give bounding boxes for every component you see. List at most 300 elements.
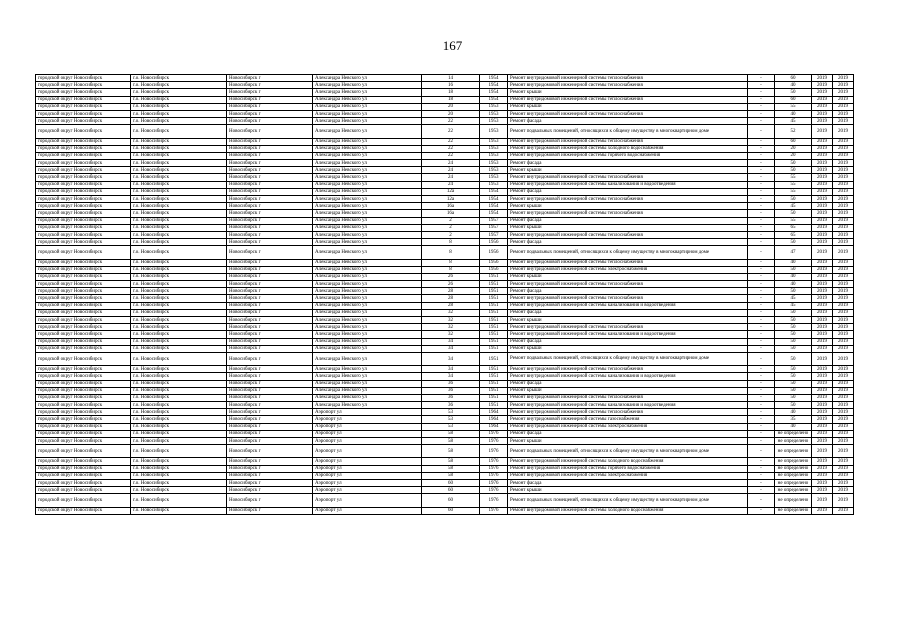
cell-work-type: Ремонт внутридомовой инженерной системы канализования и водоотведения [508, 331, 748, 338]
cell-plan-year-start: 2019 [812, 82, 833, 89]
cell-locality: Новосибирск г [227, 465, 313, 472]
cell-year: 1951 [480, 288, 508, 295]
cell-municipality: городской округ Новосибирск [36, 239, 131, 246]
cell-house: 8 [422, 246, 480, 259]
cell-plan-year-start: 2019 [812, 295, 833, 302]
table-row [36, 445, 854, 458]
cell-note: - [748, 445, 775, 458]
cell-street: Александра Невского ул [313, 246, 422, 259]
cell-street: Александра Невского ул [313, 380, 422, 387]
cell-note: - [748, 103, 775, 110]
cell-value: 50 [775, 160, 812, 167]
cell-plan-year-start: 2019 [812, 309, 833, 316]
cell-street: Александра Невского ул [313, 96, 422, 103]
cell-work-type: Ремонт фасада [508, 160, 748, 167]
cell-note: - [748, 273, 775, 280]
cell-plan-year-start: 2019 [812, 110, 833, 117]
cell-locality: Новосибирск г [227, 387, 313, 394]
cell-year: 1951 [480, 394, 508, 401]
cell-street: Александра Невского ул [313, 174, 422, 181]
cell-year: 1954 [480, 203, 508, 210]
cell-year: 1954 [480, 196, 508, 203]
cell-work-type: Ремонт крыши [508, 103, 748, 110]
cell-settlement: г.о. Новосибирск [131, 402, 227, 409]
cell-locality: Новосибирск г [227, 239, 313, 246]
cell-work-type: Ремонт внутридомовой инженерной системы теплоснабжения [508, 82, 748, 89]
cell-year: 1956 [480, 239, 508, 246]
cell-municipality: городской округ Новосибирск [36, 188, 131, 195]
table-row [36, 402, 854, 409]
cell-plan-year-end: 2019 [833, 479, 854, 486]
cell-plan-year-end: 2019 [833, 174, 854, 181]
cell-value: 20 [775, 145, 812, 152]
cell-house: 14 [422, 75, 480, 82]
cell-street: Александра Невского ул [313, 331, 422, 338]
table-row [36, 494, 854, 507]
cell-locality: Новосибирск г [227, 167, 313, 174]
page-number: 167 [442, 38, 463, 53]
cell-settlement: г.о. Новосибирск [131, 295, 227, 302]
cell-settlement: г.о. Новосибирск [131, 152, 227, 159]
cell-note: - [748, 494, 775, 507]
cell-plan-year-start: 2019 [812, 373, 833, 380]
table-row [36, 309, 854, 316]
cell-note: - [748, 125, 775, 138]
cell-house: 8 [422, 266, 480, 273]
table-row [36, 507, 854, 514]
cell-plan-year-end: 2019 [833, 259, 854, 266]
cell-work-type: Ремонт внутридомовой инженерной системы теплоснабжения [508, 295, 748, 302]
cell-work-type: Ремонт внутридомовой инженерной системы теплоснабжения [508, 196, 748, 203]
cell-note: - [748, 196, 775, 203]
cell-plan-year-end: 2019 [833, 331, 854, 338]
cell-work-type: Ремонт крыши [508, 345, 748, 352]
cell-plan-year-start: 2019 [812, 196, 833, 203]
cell-plan-year-start: 2019 [812, 288, 833, 295]
cell-street: Александра Невского ул [313, 338, 422, 345]
cell-settlement: г.о. Новосибирск [131, 345, 227, 352]
cell-locality: Новосибирск г [227, 430, 313, 437]
table-row [36, 352, 854, 365]
cell-note: - [748, 110, 775, 117]
cell-value: 45 [775, 302, 812, 309]
cell-house: 60 [422, 479, 480, 486]
cell-plan-year-end: 2019 [833, 302, 854, 309]
table-row [36, 423, 854, 430]
cell-value: не определено [775, 479, 812, 486]
cell-house: 2 [422, 217, 480, 224]
cell-municipality: городской округ Новосибирск [36, 118, 131, 125]
cell-note: - [748, 507, 775, 514]
cell-locality: Новосибирск г [227, 416, 313, 423]
cell-street: Аэропорт ул [313, 438, 422, 445]
cell-work-type: Ремонт внутридомовой инженерной системы горячего водоснабжения [508, 465, 748, 472]
cell-value: 40 [775, 273, 812, 280]
cell-plan-year-start: 2019 [812, 352, 833, 365]
cell-plan-year-start: 2019 [812, 423, 833, 430]
cell-work-type: Ремонт внутридомовой инженерной системы теплоснабжения [508, 96, 748, 103]
cell-street: Александра Невского ул [313, 239, 422, 246]
cell-settlement: г.о. Новосибирск [131, 273, 227, 280]
cell-year: 1957 [480, 231, 508, 238]
cell-house: 58 [422, 438, 480, 445]
cell-plan-year-end: 2019 [833, 409, 854, 416]
cell-plan-year-end: 2019 [833, 458, 854, 465]
cell-note: - [748, 302, 775, 309]
cell-value: 50 [775, 239, 812, 246]
cell-year: 1951 [480, 373, 508, 380]
cell-locality: Новосибирск г [227, 295, 313, 302]
cell-house: 32 [422, 324, 480, 331]
cell-street: Александра Невского ул [313, 224, 422, 231]
cell-value: 60 [775, 138, 812, 145]
cell-street: Аэропорт ул [313, 487, 422, 494]
cell-value: 50 [775, 89, 812, 96]
cell-municipality: городской округ Новосибирск [36, 203, 131, 210]
cell-house: 8 [422, 239, 480, 246]
cell-settlement: г.о. Новосибирск [131, 246, 227, 259]
cell-plan-year-start: 2019 [812, 487, 833, 494]
cell-plan-year-start: 2019 [812, 302, 833, 309]
cell-house: 18 [422, 89, 480, 96]
cell-municipality: городской округ Новосибирск [36, 352, 131, 365]
cell-settlement: г.о. Новосибирск [131, 188, 227, 195]
cell-street: Александра Невского ул [313, 188, 422, 195]
cell-street: Александра Невского ул [313, 138, 422, 145]
cell-plan-year-start: 2019 [812, 281, 833, 288]
cell-settlement: г.о. Новосибирск [131, 373, 227, 380]
cell-house: 24 [422, 160, 480, 167]
cell-note: - [748, 352, 775, 365]
cell-house: 34 [422, 366, 480, 373]
cell-work-type: Ремонт подвальных помещений, относящихся к общему имуществу в многоквартирном доме [508, 246, 748, 259]
cell-locality: Новосибирск г [227, 445, 313, 458]
cell-house: 60 [422, 507, 480, 514]
cell-work-type: Ремонт внутридомовой инженерной системы теплоснабжения [508, 231, 748, 238]
cell-plan-year-end: 2019 [833, 317, 854, 324]
cell-street: Аэропорт ул [313, 465, 422, 472]
cell-year: 1976 [480, 465, 508, 472]
cell-street: Александра Невского ул [313, 373, 422, 380]
cell-year: 1954 [480, 89, 508, 96]
cell-work-type: Ремонт внутридомовой инженерной системы теплоснабжения [508, 110, 748, 117]
cell-locality: Новосибирск г [227, 273, 313, 280]
cell-municipality: городской округ Новосибирск [36, 366, 131, 373]
table-row [36, 430, 854, 437]
cell-work-type: Ремонт внутридомовой инженерной системы теплоснабжения [508, 138, 748, 145]
table-row [36, 89, 854, 96]
table-row [36, 103, 854, 110]
cell-street: Александра Невского ул [313, 82, 422, 89]
cell-work-type: Ремонт внутридомовой инженерной системы теплоснабжения [508, 174, 748, 181]
cell-work-type: Ремонт крыши [508, 317, 748, 324]
cell-municipality: городской округ Новосибирск [36, 438, 131, 445]
table-row [36, 479, 854, 486]
cell-plan-year-start: 2019 [812, 409, 833, 416]
cell-house: 22 [422, 125, 480, 138]
table-row [36, 145, 854, 152]
cell-house: 18 [422, 96, 480, 103]
cell-plan-year-start: 2019 [812, 259, 833, 266]
cell-settlement: г.о. Новосибирск [131, 317, 227, 324]
cell-year: 1964 [480, 416, 508, 423]
cell-work-type: Ремонт фасада [508, 188, 748, 195]
cell-house: 16а [422, 203, 480, 210]
cell-note: - [748, 259, 775, 266]
cell-plan-year-end: 2019 [833, 188, 854, 195]
cell-plan-year-start: 2019 [812, 402, 833, 409]
cell-note: - [748, 416, 775, 423]
cell-note: - [748, 338, 775, 345]
cell-plan-year-end: 2019 [833, 160, 854, 167]
cell-value: 50 [775, 366, 812, 373]
table-row [36, 331, 854, 338]
cell-year: 1951 [480, 273, 508, 280]
cell-municipality: городской округ Новосибирск [36, 152, 131, 159]
cell-street: Александра Невского ул [313, 366, 422, 373]
cell-house: 36 [422, 387, 480, 394]
cell-work-type: Ремонт фасада [508, 309, 748, 316]
cell-value: 50 [775, 380, 812, 387]
cell-note: - [748, 266, 775, 273]
cell-municipality: городской округ Новосибирск [36, 273, 131, 280]
cell-municipality: городской округ Новосибирск [36, 409, 131, 416]
cell-year: 1976 [480, 445, 508, 458]
cell-value: 45 [775, 203, 812, 210]
cell-street: Аэропорт ул [313, 423, 422, 430]
cell-municipality: городской округ Новосибирск [36, 465, 131, 472]
cell-locality: Новосибирск г [227, 494, 313, 507]
cell-settlement: г.о. Новосибирск [131, 288, 227, 295]
cell-value: 40 [775, 409, 812, 416]
cell-plan-year-start: 2019 [812, 465, 833, 472]
cell-settlement: г.о. Новосибирск [131, 309, 227, 316]
cell-work-type: Ремонт внутридомовой инженерной системы теплоснабжения [508, 366, 748, 373]
cell-locality: Новосибирск г [227, 259, 313, 266]
cell-municipality: городской округ Новосибирск [36, 494, 131, 507]
cell-municipality: городской округ Новосибирск [36, 224, 131, 231]
cell-year: 1957 [480, 217, 508, 224]
cell-plan-year-start: 2019 [812, 138, 833, 145]
cell-plan-year-end: 2019 [833, 507, 854, 514]
cell-street: Александра Невского ул [313, 181, 422, 188]
cell-locality: Новосибирск г [227, 174, 313, 181]
cell-house: 16а [422, 210, 480, 217]
cell-street: Аэропорт ул [313, 416, 422, 423]
cell-house: 8 [422, 259, 480, 266]
cell-house: 32 [422, 317, 480, 324]
table-row [36, 324, 854, 331]
cell-settlement: г.о. Новосибирск [131, 145, 227, 152]
table-row [36, 181, 854, 188]
cell-note: - [748, 246, 775, 259]
cell-municipality: городской округ Новосибирск [36, 507, 131, 514]
cell-plan-year-end: 2019 [833, 373, 854, 380]
cell-value: не определено [775, 472, 812, 479]
cell-locality: Новосибирск г [227, 352, 313, 365]
table-row [36, 345, 854, 352]
cell-plan-year-end: 2019 [833, 203, 854, 210]
cell-note: - [748, 138, 775, 145]
cell-year: 1951 [480, 345, 508, 352]
cell-note: - [748, 373, 775, 380]
cell-settlement: г.о. Новосибирск [131, 324, 227, 331]
cell-street: Александра Невского ул [313, 110, 422, 117]
cell-year: 1954 [480, 96, 508, 103]
table-row [36, 210, 854, 217]
cell-street: Александра Невского ул [313, 167, 422, 174]
cell-plan-year-start: 2019 [812, 345, 833, 352]
table-row [36, 416, 854, 423]
cell-house: 22 [422, 145, 480, 152]
cell-settlement: г.о. Новосибирск [131, 231, 227, 238]
cell-municipality: городской округ Новосибирск [36, 167, 131, 174]
cell-locality: Новосибирск г [227, 472, 313, 479]
cell-plan-year-start: 2019 [812, 380, 833, 387]
cell-work-type: Ремонт крыши [508, 387, 748, 394]
cell-municipality: городской округ Новосибирск [36, 259, 131, 266]
cell-year: 1951 [480, 387, 508, 394]
cell-year: 1976 [480, 479, 508, 486]
cell-note: - [748, 458, 775, 465]
cell-work-type: Ремонт фасада [508, 217, 748, 224]
cell-value: 55 [775, 217, 812, 224]
cell-settlement: г.о. Новосибирск [131, 210, 227, 217]
cell-year: 1953 [480, 103, 508, 110]
cell-settlement: г.о. Новосибирск [131, 423, 227, 430]
cell-plan-year-start: 2019 [812, 75, 833, 82]
cell-plan-year-end: 2019 [833, 394, 854, 401]
cell-settlement: г.о. Новосибирск [131, 479, 227, 486]
cell-settlement: г.о. Новосибирск [131, 465, 227, 472]
cell-plan-year-start: 2019 [812, 438, 833, 445]
cell-street: Александра Невского ул [313, 196, 422, 203]
cell-municipality: городской округ Новосибирск [36, 324, 131, 331]
cell-note: - [748, 118, 775, 125]
cell-work-type: Ремонт внутридомовой инженерной системы канализования и водоотведения [508, 302, 748, 309]
cell-plan-year-end: 2019 [833, 246, 854, 259]
cell-settlement: г.о. Новосибирск [131, 281, 227, 288]
cell-note: - [748, 188, 775, 195]
cell-note: - [748, 288, 775, 295]
cell-house: 58 [422, 458, 480, 465]
cell-plan-year-end: 2019 [833, 239, 854, 246]
cell-note: - [748, 366, 775, 373]
cell-value: 50 [775, 338, 812, 345]
cell-municipality: городской округ Новосибирск [36, 96, 131, 103]
cell-plan-year-end: 2019 [833, 402, 854, 409]
table-row [36, 380, 854, 387]
cell-plan-year-end: 2019 [833, 273, 854, 280]
table-row [36, 167, 854, 174]
cell-value: 50 [775, 394, 812, 401]
table-row [36, 373, 854, 380]
cell-municipality: городской округ Новосибирск [36, 416, 131, 423]
cell-plan-year-end: 2019 [833, 324, 854, 331]
cell-house: 32 [422, 331, 480, 338]
cell-locality: Новосибирск г [227, 331, 313, 338]
cell-plan-year-start: 2019 [812, 210, 833, 217]
cell-plan-year-start: 2019 [812, 181, 833, 188]
cell-municipality: городской округ Новосибирск [36, 110, 131, 117]
cell-municipality: городской округ Новосибирск [36, 181, 131, 188]
cell-settlement: г.о. Новосибирск [131, 494, 227, 507]
cell-municipality: городской округ Новосибирск [36, 394, 131, 401]
cell-municipality: городской округ Новосибирск [36, 387, 131, 394]
cell-value: 40 [775, 281, 812, 288]
cell-work-type: Ремонт внутридомовой инженерной системы теплоснабжения [508, 75, 748, 82]
cell-value: 50 [775, 317, 812, 324]
cell-note: - [748, 82, 775, 89]
cell-year: 1953 [480, 167, 508, 174]
table-row [36, 472, 854, 479]
cell-municipality: городской округ Новосибирск [36, 210, 131, 217]
cell-work-type: Ремонт внутридомовой инженерной системы канализования и водоотведения [508, 402, 748, 409]
cell-year: 1951 [480, 402, 508, 409]
cell-note: - [748, 167, 775, 174]
cell-year: 1951 [480, 352, 508, 365]
cell-note: - [748, 380, 775, 387]
cell-year: 1951 [480, 324, 508, 331]
cell-note: - [748, 174, 775, 181]
cell-value: 50 [775, 345, 812, 352]
cell-value: 47 [775, 246, 812, 259]
cell-municipality: городской округ Новосибирск [36, 430, 131, 437]
cell-house: 24 [422, 174, 480, 181]
cell-house: 26 [422, 273, 480, 280]
cell-street: Александра Невского ул [313, 387, 422, 394]
cell-work-type: Ремонт крыши [508, 167, 748, 174]
cell-year: 1951 [480, 295, 508, 302]
cell-plan-year-end: 2019 [833, 338, 854, 345]
cell-value: не определено [775, 438, 812, 445]
cell-plan-year-start: 2019 [812, 118, 833, 125]
cell-settlement: г.о. Новосибирск [131, 302, 227, 309]
cell-municipality: городской округ Новосибирск [36, 402, 131, 409]
cell-plan-year-end: 2019 [833, 423, 854, 430]
cell-plan-year-start: 2019 [812, 188, 833, 195]
cell-plan-year-end: 2019 [833, 167, 854, 174]
cell-house: 2 [422, 231, 480, 238]
cell-value: 50 [775, 373, 812, 380]
cell-house: 53 [422, 423, 480, 430]
cell-note: - [748, 181, 775, 188]
cell-year: 1951 [480, 317, 508, 324]
cell-street: Александра Невского ул [313, 152, 422, 159]
cell-value: 50 [775, 167, 812, 174]
cell-year: 1954 [480, 188, 508, 195]
cell-settlement: г.о. Новосибирск [131, 352, 227, 365]
cell-plan-year-start: 2019 [812, 273, 833, 280]
cell-locality: Новосибирск г [227, 89, 313, 96]
table-row [36, 174, 854, 181]
cell-locality: Новосибирск г [227, 302, 313, 309]
cell-settlement: г.о. Новосибирск [131, 89, 227, 96]
cell-street: Александра Невского ул [313, 231, 422, 238]
cell-plan-year-end: 2019 [833, 472, 854, 479]
cell-work-type: Ремонт внутридомовой инженерной системы теплоснабжения [508, 409, 748, 416]
cell-locality: Новосибирск г [227, 118, 313, 125]
cell-note: - [748, 203, 775, 210]
cell-municipality: городской округ Новосибирск [36, 309, 131, 316]
cell-plan-year-end: 2019 [833, 380, 854, 387]
cell-locality: Новосибирск г [227, 366, 313, 373]
cell-year: 1976 [480, 507, 508, 514]
cell-municipality: городской округ Новосибирск [36, 281, 131, 288]
cell-value: не определено [775, 430, 812, 437]
cell-value: 45 [775, 118, 812, 125]
cell-plan-year-start: 2019 [812, 331, 833, 338]
